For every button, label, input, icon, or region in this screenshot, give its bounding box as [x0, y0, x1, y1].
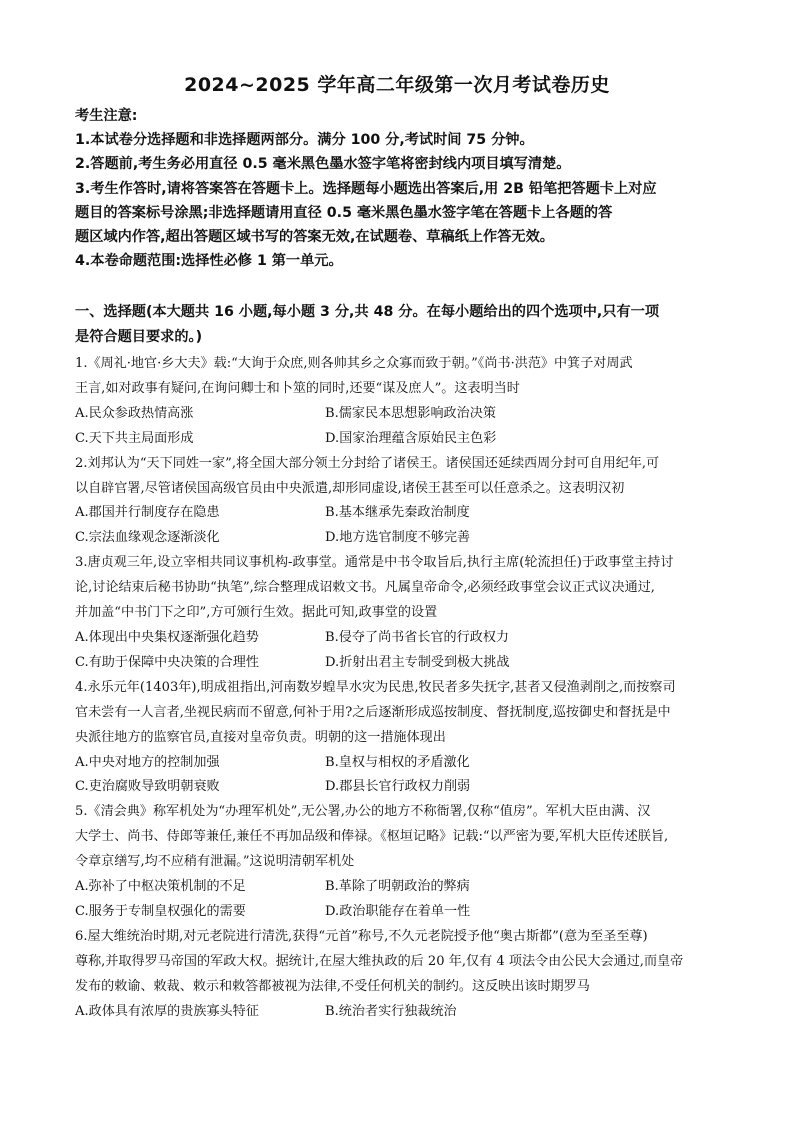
question-stem-line: 5.《清会典》称军机处为“办理军机处”,无公署,办公的地方不称衙署,仅称“值房”。军机大臣由满、汉: [75, 804, 651, 820]
option-d: D.国家治理蕴含原始民主色彩: [325, 430, 497, 446]
notice-line: 1.本试卷分选择题和非选择题两部分。满分 100 分,考试时间 75 分钟。: [75, 132, 534, 149]
option-d: D.折射出君主专制受到极大挑战: [325, 654, 510, 670]
question-stem-line: 尊称,并取得罗马帝国的军政大权。据统计,在屋大维执政的后 20 年,仅有 4 项法令由公民大会通过,而皇帝: [75, 953, 684, 969]
notice-line: 2.答题前,考生务必用直径 0.5 毫米黑色墨水签字笔将密封线内项目填写清楚。: [75, 156, 571, 173]
option-c: C.吏治腐败导致明朝衰败: [75, 779, 220, 795]
question-2: [75, 452, 735, 552]
question-5: [75, 800, 735, 925]
exam-notice: [75, 104, 735, 273]
question-1: [75, 352, 735, 452]
option-d: D.地方选官制度不够完善: [325, 530, 471, 546]
option-b: B.侵夺了尚书省长官的行政权力: [325, 629, 510, 645]
option-b: B.皇权与相权的矛盾激化: [325, 754, 470, 770]
notice-line: 3.考生作答时,请将答案答在答题卡上。选择题每小题选出答案后,用 2B 铅笔把答题卡上对应: [75, 180, 657, 197]
notice-line: 题目的答案标号涂黑;非选择题请用直径 0.5 毫米黑色墨水签字笔在答题卡上各题的答: [75, 204, 613, 221]
question-stem-line: 1.《周礼·地官·乡大夫》载:“大询于众庶,则各帅其乡之众寡而致于朝。”《尚书·洪范》中箕子对周武: [75, 356, 633, 371]
option-a: A.中央对地方的控制加强: [75, 754, 220, 770]
question-stem-line: 3.唐贞观三年,设立宰相共同议事机构-政事堂。通常是中书令取旨后,执行主席(轮流担任)于政事堂主持讨: [75, 555, 674, 571]
question-stem-line: 4.永乐元年(1403年),明成祖指出,河南数岁蝗旱水灾为民患,牧民者多失抚字,甚者又侵渔剥削之,而按察司: [75, 679, 676, 695]
question-3: [75, 551, 735, 676]
option-a: A.弥补了中枢决策机制的不足: [75, 879, 246, 895]
option-b: B.儒家民本思想影响政治决策: [325, 405, 496, 421]
question-stem-line: 2.刘邦认为“天下同姓一家”,将全国大部分领土分封给了诸侯王。诸侯国还延续西周分封可自用纪年,可: [75, 455, 660, 471]
option-b: B.革除了明朝政治的弊病: [325, 879, 470, 895]
option-d: D.政治职能存在着单一性: [325, 903, 471, 919]
option-c: C.宗法血缘观念逐渐淡化: [75, 530, 220, 546]
question-stem-line: 令章京缮写,均不应稍有泄漏。”这说明清朝军机处: [75, 854, 355, 870]
option-b: B.统治者实行独裁统治: [325, 1003, 457, 1019]
question-4: [75, 676, 735, 801]
question-stem-line: 王言,如对政事有疑问,在询问卿士和卜筮的同时,还要“谋及庶人”。这表明当时: [75, 380, 520, 396]
question-6: [75, 925, 735, 1025]
option-a: A.郡国并行制度存在隐患: [75, 505, 220, 521]
question-stem-line: 6.屋大维统治时期,对元老院进行清洗,获得“元首”称号,不久元老院授予他“奥古斯都”(意为至圣至尊): [75, 928, 648, 944]
question-stem-line: 大学士、尚书、侍郎等兼任,兼任不再加品级和俸禄。《枢垣记略》记载:“以严密为要,军机大臣传述朕旨,: [75, 829, 669, 845]
notice-heading: 考生注意:: [75, 108, 138, 124]
question-stem-line: 发布的敕谕、敕裁、敕示和敕答都被视为法律,不受任何机关的制约。这反映出该时期罗马: [75, 978, 590, 994]
option-a: A.政体具有浓厚的贵族寡头特征: [75, 1003, 259, 1019]
option-d: D.郡县长官行政权力削弱: [325, 779, 471, 795]
section-heading-line: 一、选择题(本大题共 16 小题,每小题 3 分,共 48 分。在每小题给出的四个选项中,只有一项: [75, 304, 660, 320]
option-a: A.民众参政热情高涨: [75, 405, 194, 421]
option-c: C.服务于专制皇权强化的需要: [75, 903, 246, 919]
option-b: B.基本继承先秦政治制度: [325, 505, 470, 521]
question-stem-line: 央派往地方的监察官员,直接对皇帝负责。明朝的这一措施体现出: [75, 729, 446, 745]
notice-line: 题区域内作答,超出答题区域书写的答案无效,在试题卷、草稿纸上作答无效。: [75, 229, 554, 246]
question-stem-line: 以自辟官署,尽管诸侯国高级官员由中央派遣,却形同虚设,诸侯王甚至可以任意杀之。这表明汉初: [75, 480, 625, 496]
option-c: C.天下共主局面形成: [75, 430, 194, 446]
page-title: 2024~2025 学年高二年级第一次月考试卷历史: [184, 74, 610, 96]
section-heading: [75, 300, 735, 350]
question-stem-line: 官未尝有一人言者,坐视民病而不留意,何补于用?之后逐渐形成巡按制度、督抚制度,巡按御史和督抚是中: [75, 704, 671, 720]
option-c: C.有助于保障中央决策的合理性: [75, 654, 259, 670]
question-stem-line: 并加盖“中书门下之印”,方可颁行生效。据此可知,政事堂的设置: [75, 605, 438, 621]
option-a: A.体现出中央集权逐渐强化趋势: [75, 629, 259, 645]
question-stem-line: 论,讨论结束后秘书协助“执笔”,综合整理成诏敕文书。凡属皇帝命令,必须经政事堂会议正式议决通过,: [75, 580, 655, 596]
question-list: [75, 352, 735, 1024]
notice-line: 4.本卷命题范围:选择性必修 1 第一单元。: [75, 253, 343, 270]
section-heading-line: 是符合题目要求的。): [75, 329, 203, 345]
